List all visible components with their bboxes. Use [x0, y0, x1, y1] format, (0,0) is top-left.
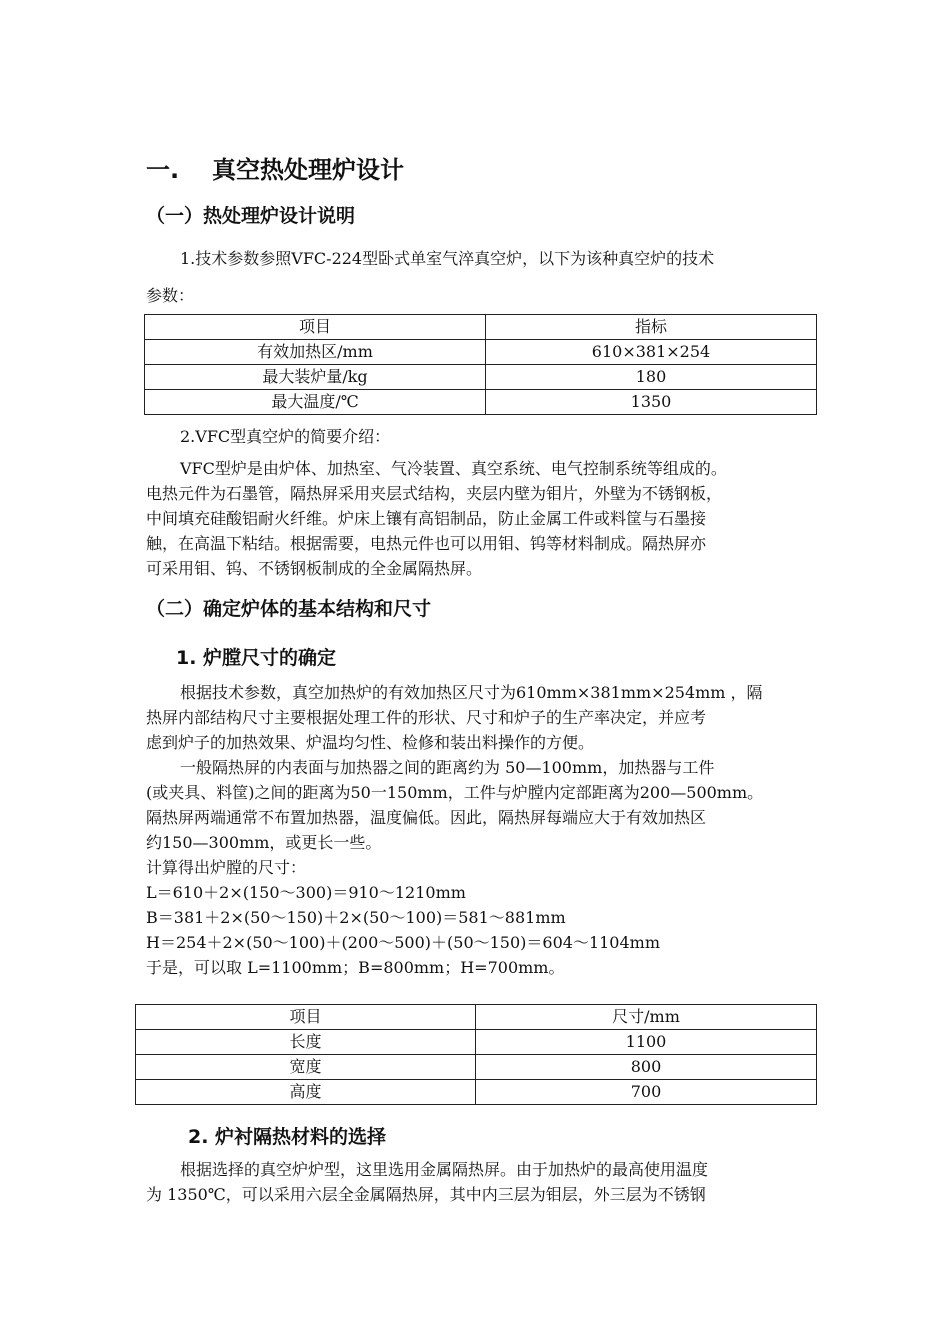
lining-line: 为 1350℃，可以采用六层全金属隔热屏，其中内三层为钼层，外三层为不锈钢 — [146, 1185, 706, 1204]
table-cell: 长度 — [136, 1030, 476, 1055]
formula-width: B＝381＋2×(50～150)＋2×(50～100)＝581～881mm — [146, 908, 566, 927]
params-table — [144, 314, 817, 415]
table-row — [136, 1055, 817, 1080]
table-header-row — [145, 315, 817, 340]
table-row — [145, 365, 817, 390]
subsection-title-two: （二）确定炉体的基本结构和尺寸 — [146, 598, 432, 620]
table-cell: 1350 — [486, 390, 817, 415]
table-cell: 最大温度/℃ — [145, 390, 486, 415]
params-paragraph-line2: 参数： — [146, 286, 195, 305]
table-header-cell: 项目 — [145, 315, 486, 340]
chamber-line: 根据技术参数，真空加热炉的有效加热区尺寸为610mm×381mm×254mm ，隔 — [180, 683, 763, 702]
lining-heading: 2. 炉衬隔热材料的选择 — [188, 1126, 387, 1148]
params-paragraph-line1: 1.技术参数参照VFC-224型卧式单室气淬真空炉，以下为该种真空炉的技术 — [180, 249, 715, 268]
table-header-cell: 尺寸/mm — [476, 1005, 817, 1030]
table-header-cell: 项目 — [136, 1005, 476, 1030]
table-row — [136, 1030, 817, 1055]
intro-line: 中间填充硅酸铝耐火纤维。炉床上镶有高铝制品，防止金属工件或料筐与石墨接 — [146, 509, 707, 528]
intro-line: 触，在高温下粘结。根据需要，电热元件也可以用钼、钨等材料制成。隔热屏亦 — [146, 534, 707, 553]
subsection-title-one: （一）热处理炉设计说明 — [146, 205, 356, 227]
chamber-heading: 1. 炉膛尺寸的确定 — [176, 647, 337, 669]
chamber-line: 计算得出炉膛的尺寸： — [146, 858, 307, 877]
table-cell: 610×381×254 — [486, 340, 817, 365]
chamber-line: 一般隔热屏的内表面与加热器之间的距离约为 50—100mm，加热器与工件 — [180, 758, 715, 777]
dimensions-table — [135, 1004, 817, 1105]
section-number: 一. — [146, 156, 180, 184]
table-row — [136, 1080, 817, 1105]
formula-height: H＝254＋2×(50～100)＋(200～500)＋(50～150)＝604～1104mm — [146, 933, 661, 952]
table-cell: 180 — [486, 365, 817, 390]
table-cell: 高度 — [136, 1080, 476, 1105]
table-cell: 宽度 — [136, 1055, 476, 1080]
intro-line: VFC型炉是由炉体、加热室、气冷装置、真空系统、电气控制系统等组成的。 — [180, 459, 727, 478]
table-row — [145, 390, 817, 415]
table-cell: 有效加热区/mm — [145, 340, 486, 365]
intro-line: 可采用钼、钨、不锈钢板制成的全金属隔热屏。 — [146, 559, 483, 578]
chamber-line: 隔热屏两端通常不布置加热器，温度偏低。因此，隔热屏每端应大于有效加热区 — [146, 808, 707, 827]
chamber-conclusion: 于是，可以取 L=1100mm；B=800mm；H=700mm。 — [146, 958, 565, 977]
formula-length: L＝610＋2×(150～300)＝910～1210mm — [146, 883, 466, 902]
chamber-line: 虑到炉子的加热效果、炉温均匀性、检修和装出料操作的方便。 — [146, 733, 595, 752]
table-header-cell: 指标 — [486, 315, 817, 340]
table-cell: 700 — [476, 1080, 817, 1105]
chamber-line: 热屏内部结构尺寸主要根据处理工件的形状、尺寸和炉子的生产率决定，并应考 — [146, 708, 707, 727]
table-row — [145, 340, 817, 365]
chamber-line: 约150—300mm，或更长一些。 — [146, 833, 382, 852]
table-cell: 最大装炉量/kg — [145, 365, 486, 390]
section-title: 真空热处理炉设计 — [212, 156, 404, 184]
table-cell: 800 — [476, 1055, 817, 1080]
intro-title: 2.VFC型真空炉的简要介绍： — [180, 427, 391, 446]
table-cell: 1100 — [476, 1030, 817, 1055]
lining-line: 根据选择的真空炉炉型，这里选用金属隔热屏。由于加热炉的最高使用温度 — [180, 1160, 709, 1179]
table-header-row — [136, 1005, 817, 1030]
intro-line: 电热元件为石墨管，隔热屏采用夹层式结构，夹层内壁为钼片，外壁为不锈钢板， — [146, 484, 723, 503]
chamber-line: (或夹具、料筐)之间的距离为50一150mm，工件与炉膛内定部距离为200—500mm。 — [146, 783, 764, 802]
